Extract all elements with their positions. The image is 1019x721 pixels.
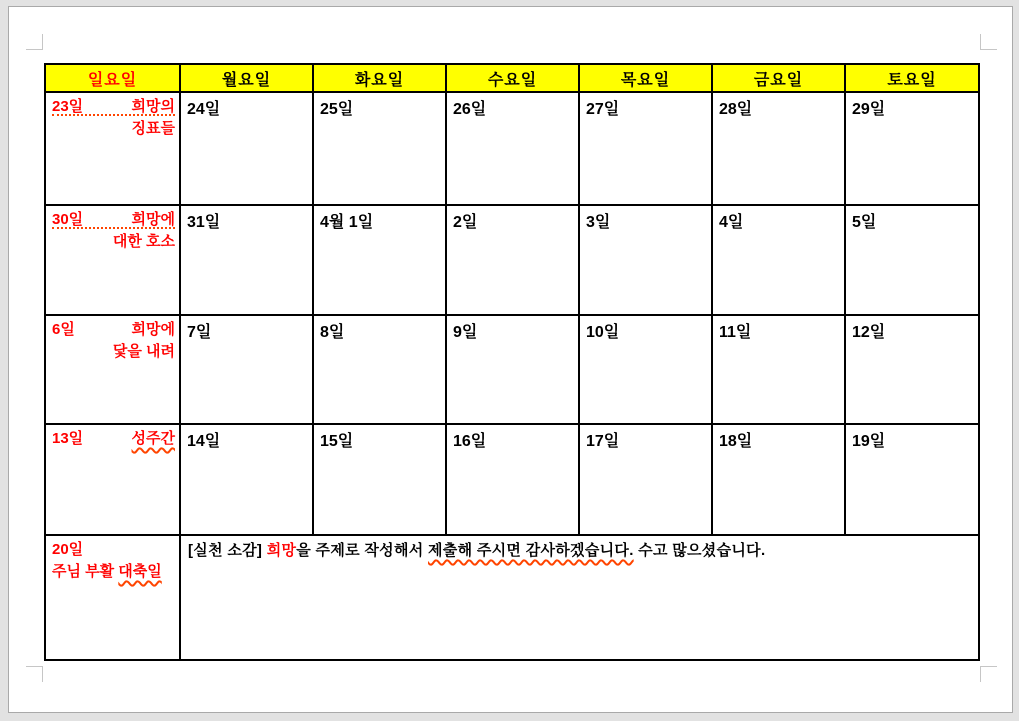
day-number: 19일: [852, 433, 886, 450]
header-cell-thursday[interactable]: 목요일: [579, 64, 712, 92]
day-number: 25일: [320, 101, 354, 118]
day-number: 2일: [453, 214, 478, 231]
document-page: [8, 6, 1013, 713]
day-cell[interactable]: [180, 424, 313, 535]
day-cell[interactable]: [712, 315, 845, 424]
day-number: 4일: [719, 214, 744, 231]
day-cell[interactable]: [845, 424, 979, 535]
note-word: 희망에: [131, 211, 175, 228]
note-word: 주님 부활: [52, 563, 119, 580]
day-cell[interactable]: [446, 92, 579, 205]
header-cell-sunday[interactable]: 일요일: [45, 64, 180, 92]
day-number: 28일: [719, 101, 753, 118]
note-word: 닻을 내려: [112, 343, 175, 360]
note-word: 희망의: [131, 98, 175, 115]
header-cell-saturday[interactable]: 토요일: [845, 64, 979, 92]
day-number: 16일: [453, 433, 487, 450]
day-number: 23일: [52, 98, 84, 115]
day-cell[interactable]: [180, 315, 313, 424]
note-word: 성주간: [131, 430, 175, 447]
day-number: 17일: [586, 433, 620, 450]
day-cell[interactable]: [845, 92, 979, 205]
day-number: 4월 1일: [320, 214, 374, 231]
day-number: 29일: [852, 101, 886, 118]
week-row: [45, 205, 979, 315]
day-number: 18일: [719, 433, 753, 450]
sunday-note-cell[interactable]: [45, 92, 180, 205]
margin-mark-top-right: [980, 34, 997, 50]
day-cell[interactable]: [313, 92, 446, 205]
day-number: 8일: [320, 324, 345, 341]
day-number: 3일: [586, 214, 611, 231]
day-number: 7일: [187, 324, 212, 341]
margin-mark-bottom-left: [26, 666, 43, 682]
message-segment: 희망: [266, 542, 297, 559]
day-number: 6일: [52, 321, 75, 338]
weekday-header-row: [45, 64, 979, 92]
note-word: 징표들: [131, 120, 175, 137]
day-cell[interactable]: [313, 315, 446, 424]
header-cell-friday[interactable]: 금요일: [712, 64, 845, 92]
margin-mark-bottom-right: [980, 666, 997, 682]
week-row: [45, 424, 979, 535]
note-word: 대축일: [118, 563, 162, 580]
header-cell-tuesday[interactable]: 화요일: [313, 64, 446, 92]
sunday-note-cell[interactable]: [45, 424, 180, 535]
day-cell[interactable]: [313, 205, 446, 315]
final-week-row: [45, 535, 979, 660]
sunday-note-cell[interactable]: [45, 315, 180, 424]
day-cell[interactable]: [712, 424, 845, 535]
message-segment: 을 주제로 작성해서: [296, 542, 429, 559]
day-cell[interactable]: [446, 424, 579, 535]
note-word: 희망에: [131, 321, 175, 338]
day-number: 9일: [453, 324, 478, 341]
day-number: 10일: [586, 324, 620, 341]
day-number: 5일: [852, 214, 877, 231]
day-cell[interactable]: [712, 205, 845, 315]
day-number: 20일: [52, 541, 84, 558]
margin-mark-top-left: [26, 34, 43, 50]
day-cell[interactable]: [579, 92, 712, 205]
day-number: 12일: [852, 324, 886, 341]
day-number: 14일: [187, 433, 221, 450]
day-number: 26일: [453, 101, 487, 118]
day-number: 13일: [52, 430, 84, 447]
message-cell[interactable]: [180, 535, 979, 660]
day-cell[interactable]: [180, 92, 313, 205]
day-cell[interactable]: [712, 92, 845, 205]
day-cell[interactable]: [313, 424, 446, 535]
proofing-underline: [52, 114, 175, 116]
message-segment: 수고 많으셨습니다.: [633, 542, 766, 559]
message-segment: 제출해 주시면 감사하겠습니다.: [428, 542, 634, 559]
calendar-table: [44, 63, 980, 661]
day-cell[interactable]: [579, 315, 712, 424]
header-cell-wednesday[interactable]: 수요일: [446, 64, 579, 92]
day-cell[interactable]: [579, 205, 712, 315]
day-number: 27일: [586, 101, 620, 118]
header-cell-monday[interactable]: 월요일: [180, 64, 313, 92]
day-number: 11일: [719, 324, 752, 341]
day-number: 24일: [187, 101, 221, 118]
sunday-note-cell[interactable]: [45, 535, 180, 660]
sunday-note-cell[interactable]: [45, 205, 180, 315]
day-cell[interactable]: [446, 315, 579, 424]
note-word: 대한 호소: [112, 233, 175, 250]
week-row: [45, 92, 979, 205]
day-number: 31일: [187, 214, 221, 231]
day-cell[interactable]: [180, 205, 313, 315]
week-row: [45, 315, 979, 424]
day-number: 15일: [320, 433, 354, 450]
day-cell[interactable]: [845, 315, 979, 424]
message-segment: [실천 소감]: [188, 542, 267, 559]
day-cell[interactable]: [446, 205, 579, 315]
day-number: 30일: [52, 211, 84, 228]
day-cell[interactable]: [579, 424, 712, 535]
day-cell[interactable]: [845, 205, 979, 315]
proofing-underline: [52, 227, 175, 229]
